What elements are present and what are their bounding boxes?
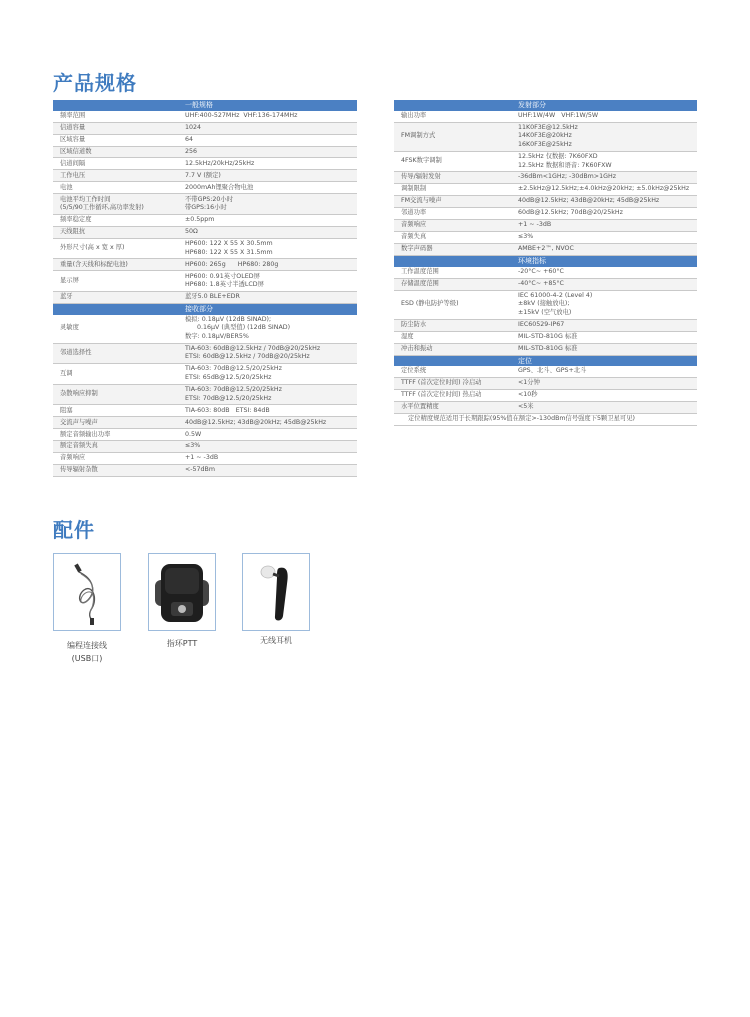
spec-row [53, 465, 357, 477]
spec-row [53, 417, 357, 429]
spec-value [514, 220, 697, 232]
spec-label: 防尘防水 [394, 319, 514, 331]
spec-row [53, 122, 357, 134]
spec-value [514, 196, 697, 208]
spec-row [394, 278, 697, 290]
section-title: 接收部分 [181, 303, 357, 314]
spec-row [53, 291, 357, 303]
spec-value-line: 带GPS:16小时 [185, 204, 227, 212]
spec-value [514, 278, 697, 290]
spec-label: 冲击和振动 [394, 343, 514, 355]
spec-row [394, 172, 697, 184]
spec-value [181, 315, 357, 344]
spec-table-right [394, 100, 697, 426]
spec-row [53, 315, 357, 344]
spec-value [181, 111, 357, 122]
spec-label: 灵敏度 [53, 315, 181, 344]
spec-value-line: UHF:400-527MHz VHF:136-174MHz [185, 111, 298, 119]
section-header-environment [394, 256, 697, 267]
bluetooth-earpiece-icon [243, 554, 309, 630]
accessory-name: 无线耳机 [260, 636, 292, 645]
accessory-name: 编程连接线 [67, 641, 107, 650]
spec-value-line: ±8kV (接触放电); [518, 300, 570, 308]
spec-label: 额定音频输出功率 [53, 429, 181, 441]
spec-label: 显示屏 [53, 271, 181, 292]
spec-label: 传导/辐射发射 [394, 172, 514, 184]
spec-row [53, 259, 357, 271]
spec-value-line: HP600: 265g HP680: 280g [185, 260, 279, 268]
spec-value-line: 50Ω [185, 228, 198, 236]
spec-value [514, 331, 697, 343]
spec-value [181, 170, 357, 182]
spec-label: 工作电压 [53, 170, 181, 182]
accessory-caption-usb-cable [42, 639, 132, 665]
spec-row [53, 429, 357, 441]
spec-value-line: TIA-603: 70dB@12.5/20/25kHz [185, 365, 282, 373]
spec-value-line: MIL-STD-810G 标准 [518, 332, 578, 340]
spec-value-line: 40dB@12.5kHz; 43dB@20kHz; 45dB@25kHz [185, 418, 327, 426]
spec-value [514, 319, 697, 331]
spec-value-line: 0.16μV (典型值) (12dB SINAD) [185, 324, 291, 332]
spec-row [53, 364, 357, 385]
spec-row [53, 158, 357, 170]
spec-row [394, 319, 697, 331]
spec-label: 信道容量 [53, 122, 181, 134]
spec-label: 杂散响应抑制 [53, 384, 181, 405]
spec-value-line: 数字: 0.18μV/BER5% [185, 332, 249, 340]
spec-label: 频率稳定度 [53, 214, 181, 226]
spec-label: FM调制方式 [394, 122, 514, 151]
spec-row [53, 182, 357, 194]
spec-value-line: TIA-603: 70dB@12.5/20/25kHz [185, 386, 282, 393]
spec-value [514, 122, 697, 151]
spec-row [394, 196, 697, 208]
spec-value-line: ETSI: 70dB@12.5/20/25kHz [185, 394, 272, 402]
spec-label: 音频响应 [53, 453, 181, 465]
spec-value [181, 405, 357, 417]
spec-label: 电池平均工作时间 (5/5/90工作循环,高功率发射) [53, 194, 181, 215]
spec-label: 额定音频失真 [53, 441, 181, 453]
spec-row [394, 402, 697, 414]
spec-value-line: 11K0F3E@12.5kHz [518, 123, 578, 131]
spec-value-line: 2000mAh锂聚合物电池 [185, 183, 254, 191]
spec-label: 信道间隔 [53, 158, 181, 170]
ring-ptt-icon [149, 554, 215, 630]
section-title: 环境指标 [514, 256, 697, 267]
spec-value [514, 366, 697, 377]
spec-value-line: 12.5kHz/20kHz/25kHz [185, 159, 255, 167]
spec-value-line: +1 ~ -3dB [518, 221, 552, 229]
spec-row [394, 232, 697, 244]
spec-value-line: UHF:1W/4W VHF:1W/5W [518, 111, 599, 119]
spec-value-line: 60dB@12.5kHz; 70dB@20/25kHz [518, 209, 623, 217]
accessory-caption-earpiece [231, 634, 321, 647]
section-header-general [53, 100, 357, 111]
usb-cable-icon [54, 554, 120, 630]
spec-value [181, 226, 357, 238]
spec-label: 音频响应 [394, 220, 514, 232]
spec-value [181, 146, 357, 158]
spec-value [181, 259, 357, 271]
spec-row [53, 170, 357, 182]
spec-value [181, 441, 357, 453]
spec-row [53, 238, 357, 259]
spec-value-line: 40dB@12.5kHz; 43dB@20kHz; 45dB@25kHz [518, 197, 660, 205]
spec-label: 区域容量 [53, 134, 181, 146]
spec-row [394, 290, 697, 319]
section-header-transmit [394, 100, 697, 111]
spec-value [514, 184, 697, 196]
spec-value-line: TIA-603: 80dB ETSI: 84dB [185, 406, 270, 414]
spec-row [53, 214, 357, 226]
spec-value [514, 172, 697, 184]
spec-value [181, 182, 357, 194]
section-title: 发射部分 [514, 100, 697, 111]
spec-value-line: -40°C~ +85°C [518, 279, 564, 287]
spec-value-line: ETSI: 65dB@12.5/20/25kHz [185, 374, 272, 382]
spec-value [514, 343, 697, 355]
spec-row [394, 184, 697, 196]
spec-value [181, 343, 357, 364]
spec-label: 4FSK数字调制 [394, 151, 514, 172]
spec-label: 输出功率 [394, 111, 514, 122]
spec-value [181, 465, 357, 477]
section-header-positioning [394, 355, 697, 366]
spec-value-line: ±15kV (空气放电) [518, 308, 572, 316]
spec-label: 邻道选择性 [53, 343, 181, 364]
spec-row [53, 405, 357, 417]
spec-label: 工作温度范围 [394, 267, 514, 278]
spec-row [53, 226, 357, 238]
spec-label: FM交流与噪声 [394, 196, 514, 208]
accessory-caption-ring-ptt [137, 637, 227, 650]
spec-label: TTFF (首次定位时间) 冷启动 [394, 378, 514, 390]
spec-label: 阻塞 [53, 405, 181, 417]
accessory-sub: (USB口) [71, 654, 103, 663]
accessory-name: 指环PTT [166, 639, 198, 648]
spec-value-line: TIA-603: 60dB@12.5kHz / 70dB@20/25kHz [185, 344, 321, 352]
accessory-image-usb-cable [53, 553, 121, 631]
spec-value-line: 模拟: 0.18μV (12dB SINAD); [185, 315, 272, 323]
spec-label: 区域信道数 [53, 146, 181, 158]
accessory-image-ring-ptt [148, 553, 216, 631]
spec-label: 定位系统 [394, 366, 514, 377]
spec-value-line: 64 [185, 135, 194, 143]
spec-value-line: +1 ~ -3dB [185, 454, 219, 462]
spec-label: 互调 [53, 364, 181, 385]
spec-value-line: HP600: 0.91英寸OLED屏 [185, 272, 260, 280]
spec-value [181, 214, 357, 226]
spec-value-line: ±2.5kHz@12.5kHz;±4.0kHz@20kHz; ±5.0kHz@25kHz [518, 185, 690, 193]
spec-row [53, 194, 357, 215]
spec-value-line: 12.5kHz 数据和语音: 7K60FXW [518, 161, 612, 169]
spec-row [394, 244, 697, 256]
spec-value-line: GPS、北斗、GPS+北斗 [518, 367, 587, 375]
spec-value-line: ≤3% [518, 233, 534, 241]
spec-table-left [53, 100, 357, 477]
spec-row [394, 151, 697, 172]
spec-value [181, 429, 357, 441]
spec-value-line: IEC 61000-4-2 (Level 4) [518, 291, 593, 299]
spec-label: 湿度 [394, 331, 514, 343]
spec-label: ESD (静电防护等级) [394, 290, 514, 319]
spec-value [181, 158, 357, 170]
spec-value-line: <1分钟 [518, 379, 540, 387]
spec-value [181, 271, 357, 292]
spec-value-line: 7.7 V (额定) [185, 171, 221, 179]
spec-value [514, 208, 697, 220]
spec-row [394, 267, 697, 278]
spec-value [514, 390, 697, 402]
spec-value [181, 453, 357, 465]
spec-value [181, 134, 357, 146]
spec-row [394, 208, 697, 220]
spec-label: 交流声与噪声 [53, 417, 181, 429]
spec-title: 产品规格 [53, 71, 137, 95]
spec-value [514, 111, 697, 122]
spec-row [53, 343, 357, 364]
spec-row [394, 366, 697, 377]
spec-label: 邻道功率 [394, 208, 514, 220]
spec-value-line: HP680: 1.8英寸半透LCD屏 [185, 281, 264, 289]
spec-value [181, 122, 357, 134]
spec-value-line: 不带GPS:20小时 [185, 195, 233, 203]
spec-value-line: 256 [185, 147, 198, 155]
spec-row [53, 453, 357, 465]
spec-value-line: <5米 [518, 403, 534, 411]
spec-value [514, 151, 697, 172]
spec-value-line: HP680: 122 X 55 X 31.5mm [185, 248, 273, 256]
spec-row [53, 384, 357, 405]
spec-value [514, 290, 697, 319]
spec-label: TTFF (首次定位时间) 热启动 [394, 390, 514, 402]
spec-value [514, 378, 697, 390]
accessories-title: 配件 [53, 518, 95, 542]
spec-row [394, 122, 697, 151]
spec-value-line: 蓝牙5.0 BLE+EDR [185, 293, 240, 301]
spec-row [394, 331, 697, 343]
spec-label: 存储温度范围 [394, 278, 514, 290]
spec-value-line: MIL-STD-810G 标准 [518, 344, 578, 352]
spec-label: 水平位置精度 [394, 402, 514, 414]
spec-value-line: 1024 [185, 123, 202, 131]
spec-value-line: IEC60529-IP67 [518, 320, 565, 328]
spec-label: 天线阻抗 [53, 226, 181, 238]
section-title: 定位 [514, 355, 697, 366]
spec-row [394, 220, 697, 232]
spec-row [53, 111, 357, 122]
spec-value-line: ±0.5ppm [185, 216, 215, 224]
spec-value-line: -20°C~ +60°C [518, 267, 564, 275]
spec-row [53, 146, 357, 158]
section-title: 一般规格 [181, 100, 357, 111]
spec-value-line: <10秒 [518, 391, 538, 399]
spec-value-line: <-57dBm [185, 466, 216, 474]
spec-label: 数字声码器 [394, 244, 514, 256]
spec-value-line: 12.5kHz 仅数据: 7K60FXD [518, 152, 598, 160]
spec-label: 音频失真 [394, 232, 514, 244]
spec-value [181, 364, 357, 385]
spec-row [53, 441, 357, 453]
section-header-receive [53, 303, 357, 314]
spec-value [514, 267, 697, 278]
spec-value-line: ≤3% [185, 442, 201, 450]
spec-label: 传导辐射杂散 [53, 465, 181, 477]
spec-value [181, 194, 357, 215]
spec-value [514, 402, 697, 414]
spec-value [514, 232, 697, 244]
accessory-image-earpiece [242, 553, 310, 631]
spec-row [53, 271, 357, 292]
spec-value-line: AMBE+2™, NVOC [518, 245, 574, 253]
spec-note-row [394, 414, 697, 426]
spec-value [514, 244, 697, 256]
spec-value-line: 14K0F3E@20kHz [518, 132, 572, 140]
spec-label: 重量(含天线和标配电池) [53, 259, 181, 271]
spec-value-line: HP600: 122 X 55 X 30.5mm [185, 240, 273, 248]
spec-value-line: 16K0F3E@25kHz [518, 140, 572, 148]
spec-label: 调制限制 [394, 184, 514, 196]
spec-value [181, 384, 357, 405]
spec-note: 定位精度规范适用于长期跟踪(95%值在额定>-130dBm信号强度下5颗卫星可见) [394, 414, 697, 426]
spec-label: 蓝牙 [53, 291, 181, 303]
spec-value-line: -36dBm<1GHz; -30dBm>1GHz [518, 173, 616, 181]
spec-value [181, 417, 357, 429]
spec-label: 频率范围 [53, 111, 181, 122]
spec-value-line: 0.5W [185, 430, 202, 438]
spec-row [53, 134, 357, 146]
spec-value-line: ETSI: 60dB@12.5kHz / 70dB@20/25kHz [185, 353, 310, 361]
spec-label: 电池 [53, 182, 181, 194]
spec-row [394, 343, 697, 355]
spec-label: 外形尺寸(高 x 宽 x 厚) [53, 238, 181, 259]
spec-row [394, 390, 697, 402]
spec-row [394, 378, 697, 390]
spec-value [181, 291, 357, 303]
spec-row [394, 111, 697, 122]
spec-value [181, 238, 357, 259]
